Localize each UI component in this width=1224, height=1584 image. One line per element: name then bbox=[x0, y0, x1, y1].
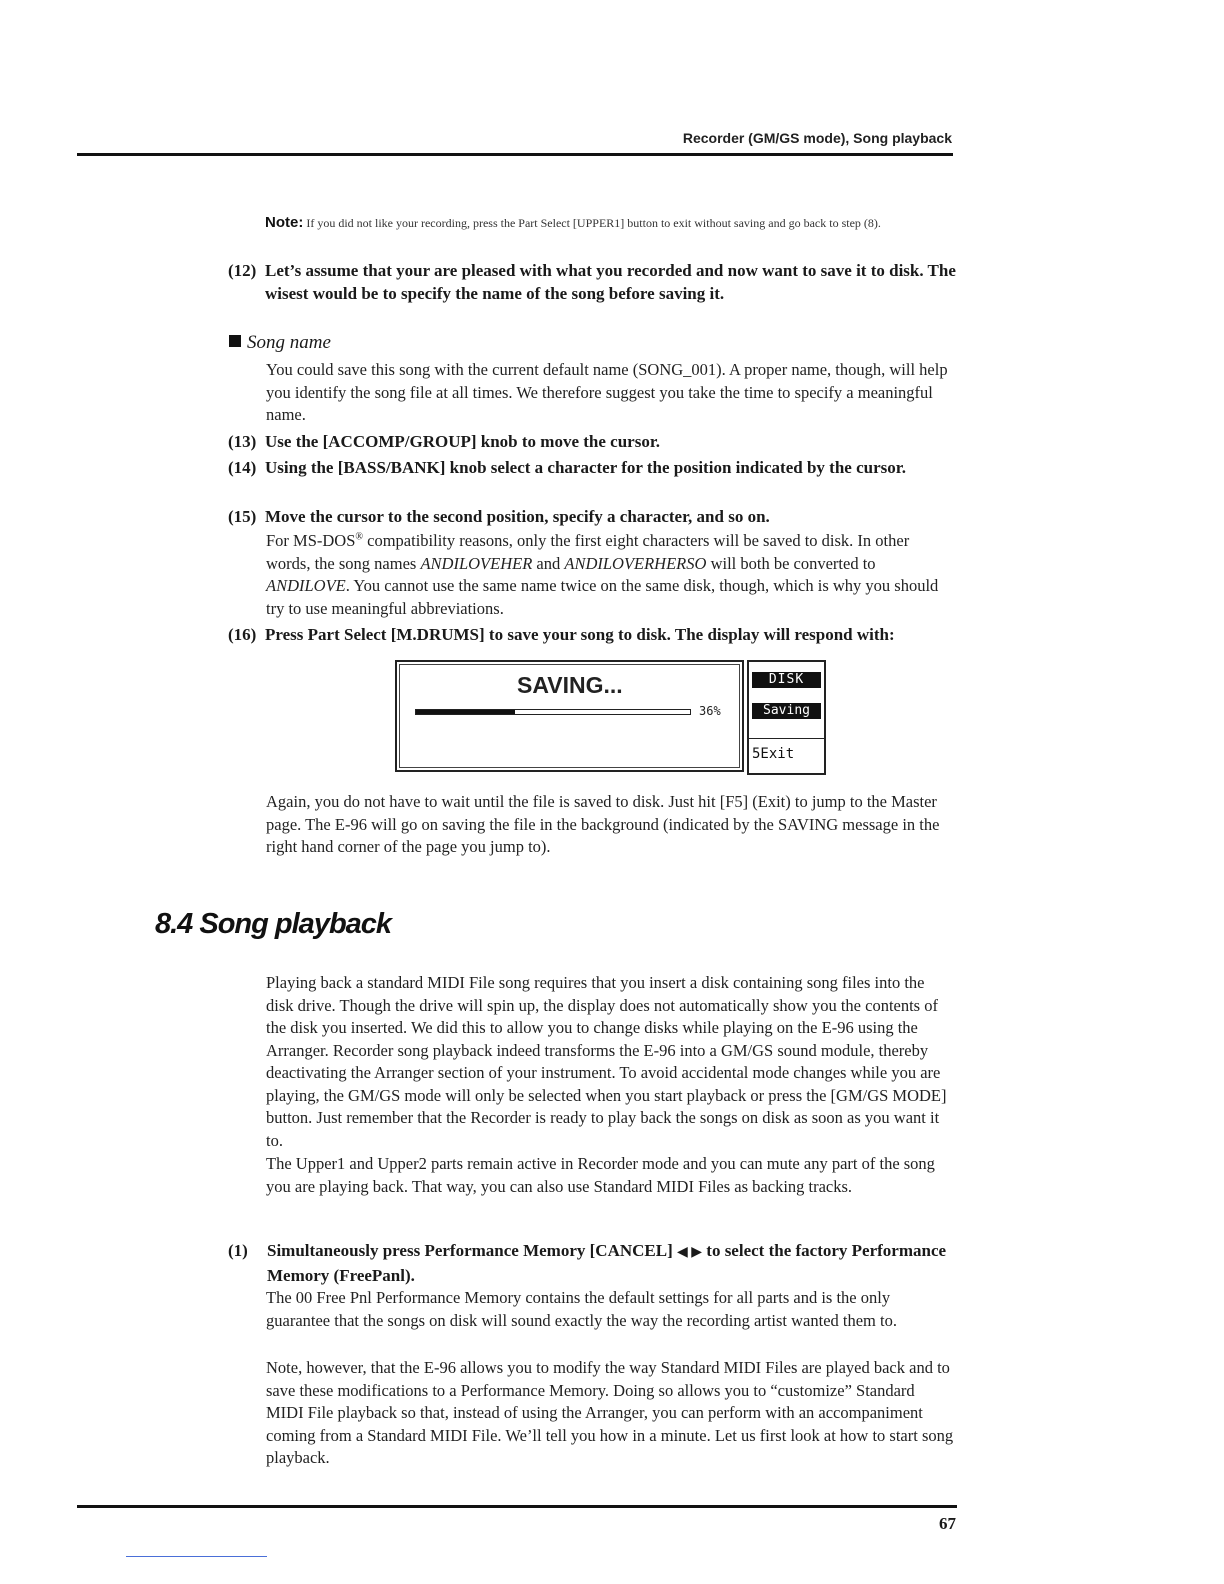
saving-title: SAVING... bbox=[517, 672, 623, 698]
step-15 bbox=[228, 505, 958, 528]
step-1 bbox=[228, 1239, 958, 1287]
msdos-and: and bbox=[532, 553, 565, 573]
saving-label: Saving bbox=[752, 703, 821, 719]
note-block bbox=[265, 213, 955, 233]
subheading-text: Song name bbox=[247, 332, 331, 353]
freepnl-paragraph: The 00 Free Pnl Performance Memory contains the default settings for all parts and is the only guarantee that the songs on disk will sound exactly the way the recording artist wanted them to. bbox=[266, 1288, 897, 1330]
msdos-text-3: . You cannot use the same name twice on the same disk, though, which is why you should try to use meaningful abbreviations. bbox=[266, 576, 939, 618]
side-divider bbox=[749, 738, 824, 739]
lcd-display-side-panel bbox=[747, 660, 826, 775]
note-however-paragraph: Note, however, that the E-96 allows you to modify the way Standard MIDI Files are played back and to save these modifications to a Performance Memory. Doing so allows you to “customize” Standard MIDI File playback so that, instead of using the Arranger, you can perform with an accompaniment coming from a Standard MIDI File. We’ll tell you how in a minute. Let us first look at how to start song playback. bbox=[266, 1358, 954, 1467]
square-bullet-icon bbox=[229, 335, 241, 347]
song-name-example-1: ANDILOVEHER bbox=[420, 553, 533, 573]
msdos-paragraph bbox=[266, 530, 956, 620]
song-name-heading bbox=[229, 332, 331, 354]
step-number: (16) bbox=[228, 625, 257, 644]
step-number: (1) bbox=[228, 1241, 248, 1260]
step-12 bbox=[228, 259, 958, 305]
lcd-display-main bbox=[395, 660, 744, 772]
step-number: (14) bbox=[228, 458, 257, 477]
disk-label: DISK bbox=[752, 672, 821, 688]
step-number: (12) bbox=[228, 261, 257, 280]
step-13 bbox=[228, 430, 958, 453]
step-number: (15) bbox=[228, 507, 257, 526]
song-name-example-3: ANDILOVE bbox=[266, 576, 346, 595]
step-number: (13) bbox=[228, 432, 257, 451]
note-text: If you did not like your recording, press the Part Select [UPPER1] button to exit without saving and go back to step (8). bbox=[306, 216, 881, 230]
header-rule bbox=[77, 153, 953, 156]
arrow-left-right-icon: ◀ ▶ bbox=[676, 1245, 703, 1260]
step-text: Use the [ACCOMP/GROUP] knob to move the cursor. bbox=[265, 432, 661, 451]
saving-progress-bar bbox=[415, 709, 691, 715]
progress-percent: 36% bbox=[699, 704, 721, 718]
step-text: Using the [BASS/BANK] knob select a character for the position indicated by the cursor. bbox=[265, 458, 906, 477]
msdos-lead: For MS-DOS bbox=[266, 531, 356, 550]
running-header: Recorder (GM/GS mode), Song playback bbox=[682, 130, 952, 146]
msdos-text-1: compatibility reasons, only the first eight characters will be saved to disk. In other words, the song names bbox=[266, 531, 910, 573]
progress-fill bbox=[416, 710, 515, 714]
registered-mark: ® bbox=[355, 531, 364, 543]
step-16 bbox=[228, 623, 958, 646]
note-label: Note: bbox=[265, 214, 304, 231]
step-text: Move the cursor to the second position, specify a character, and so on. bbox=[265, 507, 770, 526]
msdos-text-2: will both be converted to bbox=[706, 553, 876, 573]
section-heading: 8.4 Song playback bbox=[155, 908, 392, 940]
step-text: Let’s assume that your are pleased with what you recorded and now want to save it to disk. The wisest would be to specify the name of the song before saving it. bbox=[265, 261, 956, 303]
playback-paragraph-2: The Upper1 and Upper2 parts remain active in Recorder mode and you can mute any part of the song you are playing back. That way, you can also use Standard MIDI Files as backing tracks. bbox=[266, 1154, 935, 1196]
exit-softkey[interactable]: 5Exit bbox=[752, 746, 795, 762]
step-text-b: to select the factory Performance Memory (FreePanl). bbox=[267, 1241, 947, 1285]
decorative-blue-line bbox=[126, 1556, 267, 1557]
song-name-example-2: ANDILOVERHERSO bbox=[564, 553, 707, 573]
footer-rule bbox=[77, 1505, 957, 1508]
step-text bbox=[267, 1239, 958, 1287]
page-number: 67 bbox=[939, 1514, 956, 1533]
step-text-a: Simultaneously press Performance Memory [CANCEL] bbox=[267, 1241, 677, 1260]
playback-paragraph-1: Playing back a standard MIDI File song requires that you insert a disk containing song files into the disk drive. Though the drive will spin up, the display does not automatically show you the contents of the disk you inserted. We did this to allow you to change disks while playing on the E-96 using the Arranger. Recorder song playback indeed transforms the E-96 into a GM/GS sound module, thereby deactivating the Arranger section of your instrument. To avoid accidental mode changes while you are playing, the GM/GS mode will only be selected when you start playback or press the [GM/GS MODE] button. Just remember that the Recorder is ready to play back the songs on disk as soon as you want it to. bbox=[266, 973, 947, 1150]
step-text: Press Part Select [M.DRUMS] to save your song to disk. The display will respond with: bbox=[265, 625, 895, 644]
again-paragraph: Again, you do not have to wait until the file is saved to disk. Just hit [F5] (Exit) to jump to the Master page. The E-96 will go on saving the file in the background (indicated by the SAVING message in the right hand corner of the page you jump to). bbox=[266, 792, 940, 856]
step-14 bbox=[228, 456, 958, 479]
song-name-paragraph: You could save this song with the current default name (SONG_001). A proper name, though, will help you identify the song file at all times. We therefore suggest you take the time to specify a meaningful name. bbox=[266, 360, 948, 424]
